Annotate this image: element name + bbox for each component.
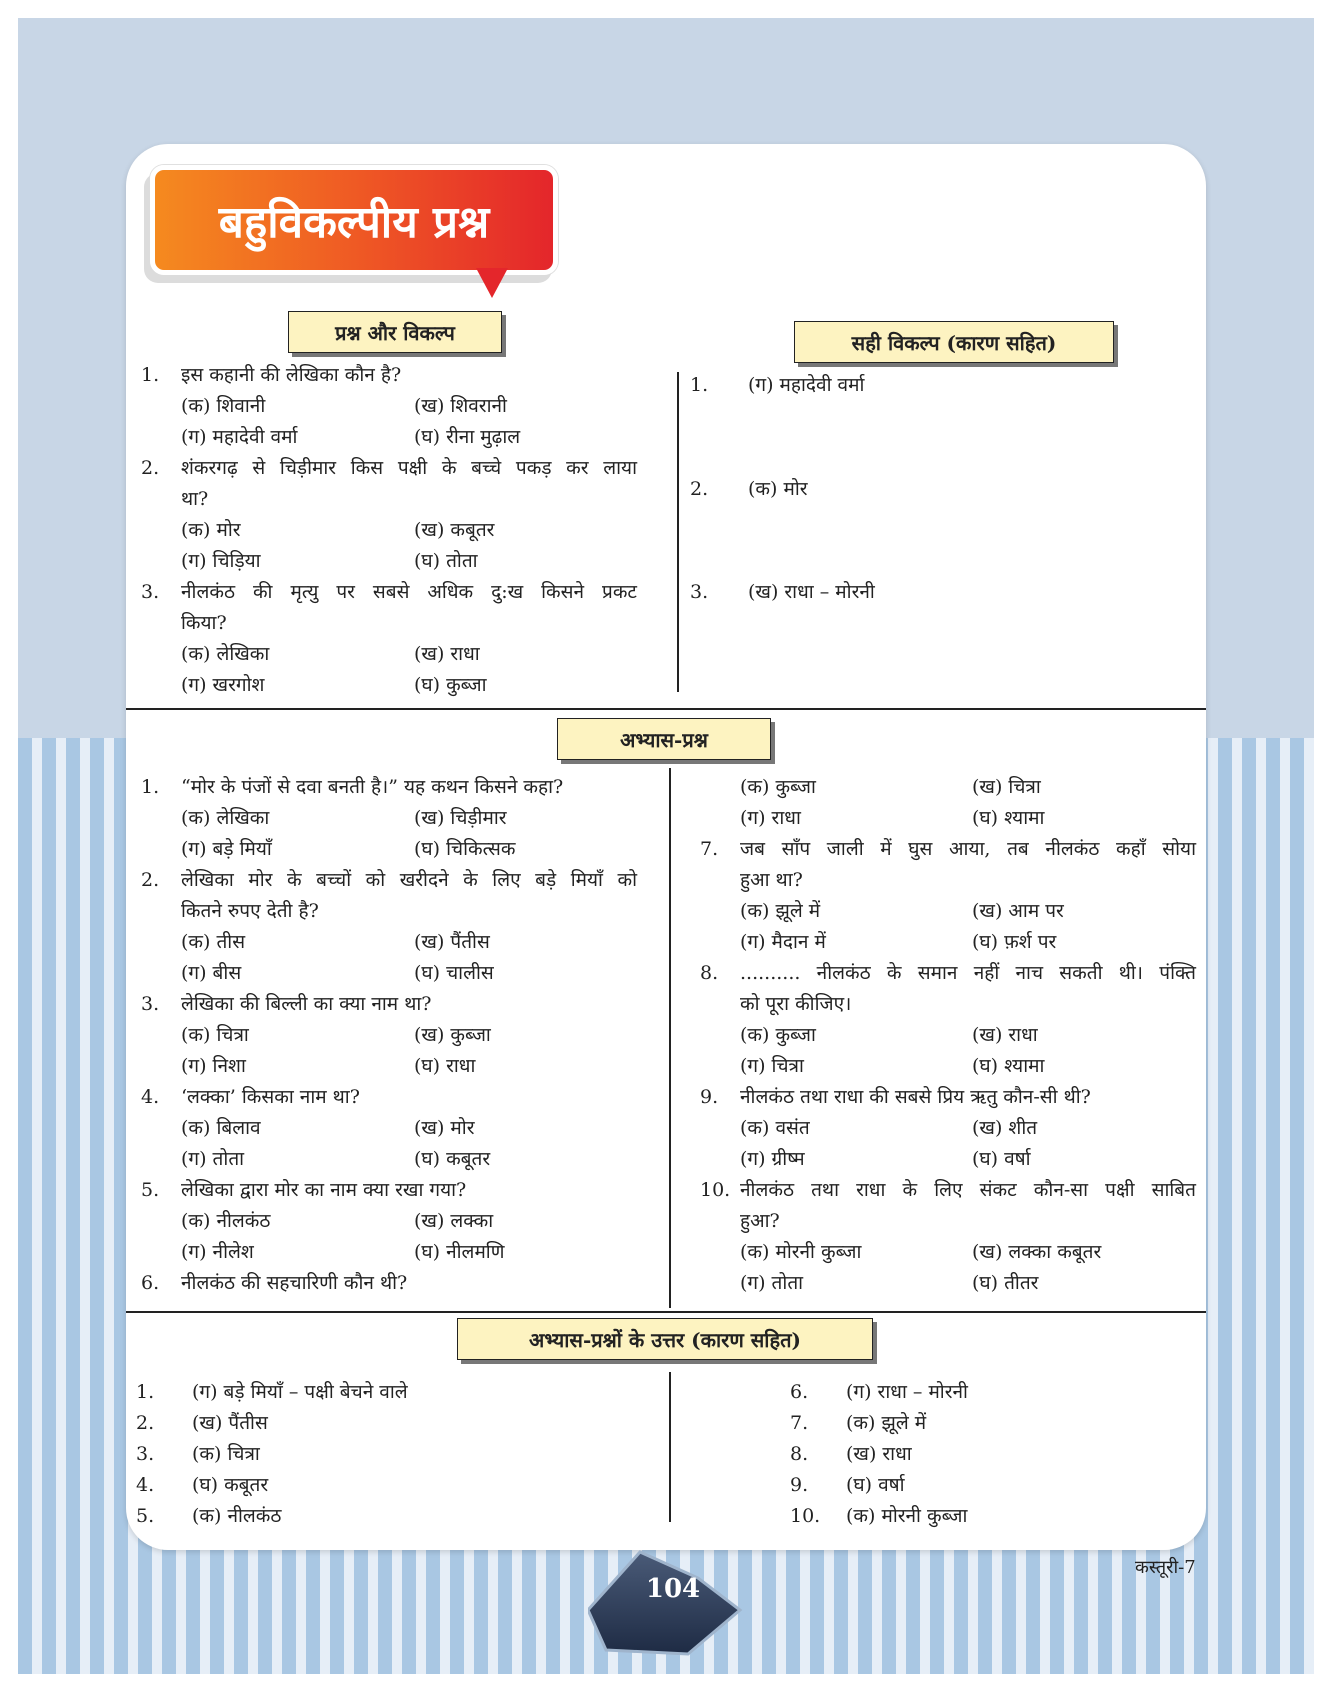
question-text: किया?	[181, 612, 227, 634]
answer-number: 10.	[790, 1505, 821, 1527]
answer-text: (ग) महादेवी वर्मा	[748, 374, 865, 396]
option: (घ) कबूतर	[414, 1148, 491, 1170]
question-number: 7.	[700, 838, 719, 860]
column-divider	[677, 372, 679, 692]
option: (ख) मोर	[414, 1117, 475, 1139]
option: (क) मोरनी कुब्जा	[740, 1241, 862, 1263]
option: (घ) चिकित्सक	[414, 838, 516, 860]
column-divider	[669, 768, 671, 1308]
option: (क) मोर	[181, 519, 241, 541]
question-number: 1.	[141, 364, 160, 386]
answer-text: (घ) वर्षा	[846, 1474, 905, 1496]
option: (क) शिवानी	[181, 395, 266, 417]
option: (ख) शिवरानी	[414, 395, 507, 417]
question-text: लेखिका की बिल्ली का क्या नाम था?	[181, 993, 432, 1015]
answer-number: 9.	[790, 1474, 809, 1496]
answer-text: (क) मोर	[748, 478, 808, 500]
answer-text: (ख) राधा	[846, 1443, 912, 1465]
option: (घ) श्यामा	[972, 1055, 1045, 1077]
option: (ग) तोता	[181, 1148, 245, 1170]
answer-text: (क) झूले में	[846, 1412, 927, 1434]
option: (ग) खरगोश	[181, 674, 265, 696]
page-heading: बहुविकल्पीय प्रश्न	[150, 165, 558, 275]
option: (ख) आम पर	[972, 900, 1064, 922]
section1-right-title: सही विकल्प (कारण सहित)	[794, 321, 1114, 363]
question-text: “मोर के पंजों से दवा बनती है।” यह कथन किसने कहा?	[181, 776, 564, 798]
question-text: इस कहानी की लेखिका कौन है?	[181, 364, 402, 386]
question-text: कितने रुपए देती है?	[181, 900, 319, 922]
question-number: 10.	[700, 1179, 731, 1201]
question-number: 8.	[700, 962, 719, 984]
question-text: को पूरा कीजिए।	[740, 993, 852, 1015]
answer-number: 2.	[690, 478, 709, 500]
question-number: 9.	[700, 1086, 719, 1108]
question-number: 5.	[141, 1179, 160, 1201]
option: (ग) निशा	[181, 1055, 246, 1077]
answer-number: 4.	[136, 1474, 155, 1496]
option: (घ) नीलमणि	[414, 1241, 505, 1263]
question-text: .......... नीलकंठ के समान नहीं नाच सकती थी। पंक्ति	[740, 962, 1196, 984]
section-divider	[126, 1311, 1206, 1313]
page-number: 104	[645, 1574, 701, 1604]
question-text: हुआ था?	[740, 869, 803, 891]
question-text: लेखिका मोर के बच्चों को खरीदने के लिए बड़े मियाँ को	[181, 869, 637, 891]
section1-left-title: प्रश्न और विकल्प	[288, 311, 502, 353]
question-number: 2.	[141, 869, 160, 891]
question-number: 3.	[141, 993, 160, 1015]
option: (ग) बड़े मियाँ	[181, 838, 272, 860]
option: (ग) मैदान में	[740, 931, 826, 953]
question-number: 1.	[141, 776, 160, 798]
option: (ख) पैंतीस	[414, 931, 490, 953]
option: (ख) राधा	[414, 643, 480, 665]
answer-number: 8.	[790, 1443, 809, 1465]
option: (ख) राधा	[972, 1024, 1038, 1046]
question-text: नीलकंठ तथा राधा के लिए संकट कौन-सा पक्षी साबित	[740, 1179, 1196, 1201]
question-text: नीलकंठ तथा राधा की सबसे प्रिय ऋतु कौन-सी थी?	[740, 1086, 1091, 1108]
option: (ग) महादेवी वर्मा	[181, 426, 298, 448]
option: (क) लेखिका	[181, 643, 270, 665]
option: (ग) नीलेश	[181, 1241, 254, 1263]
answer-text: (क) मोरनी कुब्जा	[846, 1505, 968, 1527]
option: (घ) फ़र्श पर	[972, 931, 1057, 953]
question-number: 2.	[141, 457, 160, 479]
option: (घ) तोता	[414, 550, 478, 572]
question-number: 3.	[141, 581, 160, 603]
option: (ग) चिड़िया	[181, 550, 261, 572]
answer-number: 5.	[136, 1505, 155, 1527]
option: (ग) ग्रीष्म	[740, 1148, 805, 1170]
option: (घ) तीतर	[972, 1272, 1039, 1294]
section2-title: अभ्यास-प्रश्न	[557, 718, 771, 760]
option: (ख) कुब्जा	[414, 1024, 491, 1046]
banner-tail	[476, 268, 508, 298]
answer-text: (ग) राधा – मोरनी	[846, 1381, 968, 1403]
option: (ख) लक्का	[414, 1210, 494, 1232]
option: (ग) तोता	[740, 1272, 804, 1294]
question-text: ‘लक्का’ किसका नाम था?	[181, 1086, 360, 1108]
question-text: शंकरगढ़ से चिड़ीमार किस पक्षी के बच्चे पकड़ कर लाया	[181, 457, 637, 479]
option: (क) तीस	[181, 931, 246, 953]
answer-number: 2.	[136, 1412, 155, 1434]
option: (घ) रीना मुढ़ाल	[414, 426, 521, 448]
answer-text: (क) चित्रा	[192, 1443, 260, 1465]
option: (घ) कुब्जा	[414, 674, 487, 696]
question-number: 6.	[141, 1272, 160, 1294]
option: (ख) लक्का कबूतर	[972, 1241, 1102, 1263]
option: (क) झूले में	[740, 900, 821, 922]
question-text: नीलकंठ की सहचारिणी कौन थी?	[181, 1272, 408, 1294]
answer-number: 3.	[136, 1443, 155, 1465]
column-divider	[669, 1372, 671, 1522]
option: (ख) चित्रा	[972, 776, 1041, 798]
answer-number: 1.	[690, 374, 709, 396]
option: (घ) श्यामा	[972, 807, 1045, 829]
option: (क) चित्रा	[181, 1024, 249, 1046]
option: (ख) चिड़ीमार	[414, 807, 507, 829]
option: (घ) वर्षा	[972, 1148, 1031, 1170]
answer-number: 7.	[790, 1412, 809, 1434]
question-text: था?	[181, 488, 209, 510]
option: (घ) चालीस	[414, 962, 494, 984]
question-number: 4.	[141, 1086, 160, 1108]
section3-title: अभ्यास-प्रश्नों के उत्तर (कारण सहित)	[457, 1318, 873, 1360]
option: (क) कुब्जा	[740, 1024, 816, 1046]
answer-number: 6.	[790, 1381, 809, 1403]
answer-number: 1.	[136, 1381, 155, 1403]
book-title: कस्तूरी-7	[1135, 1557, 1196, 1578]
answer-text: (ख) पैंतीस	[192, 1412, 268, 1434]
section-divider	[126, 708, 1206, 710]
option: (ग) बीस	[181, 962, 242, 984]
question-text: लेखिका द्वारा मोर का नाम क्या रखा गया?	[181, 1179, 467, 1201]
option: (क) लेखिका	[181, 807, 270, 829]
option: (घ) राधा	[414, 1055, 476, 1077]
option: (ग) चित्रा	[740, 1055, 804, 1077]
answer-text: (घ) कबूतर	[192, 1474, 269, 1496]
question-text: नीलकंठ की मृत्यु पर सबसे अधिक दु:ख किसने प्रकट	[181, 581, 637, 603]
answer-text: (क) नीलकंठ	[192, 1505, 282, 1527]
answer-text: (ख) राधा – मोरनी	[748, 581, 875, 603]
option: (क) बिलाव	[181, 1117, 261, 1139]
question-text: हुआ?	[740, 1210, 780, 1232]
option: (क) कुब्जा	[740, 776, 816, 798]
option: (क) नीलकंठ	[181, 1210, 271, 1232]
answer-text: (ग) बड़े मियाँ – पक्षी बेचने वाले	[192, 1381, 408, 1403]
question-text: जब साँप जाली में घुस आया, तब नीलकंठ कहाँ सोया	[740, 838, 1196, 860]
option: (ग) राधा	[740, 807, 801, 829]
option: (ख) शीत	[972, 1117, 1038, 1139]
answer-number: 3.	[690, 581, 709, 603]
option: (क) वसंत	[740, 1117, 810, 1139]
option: (ख) कबूतर	[414, 519, 495, 541]
